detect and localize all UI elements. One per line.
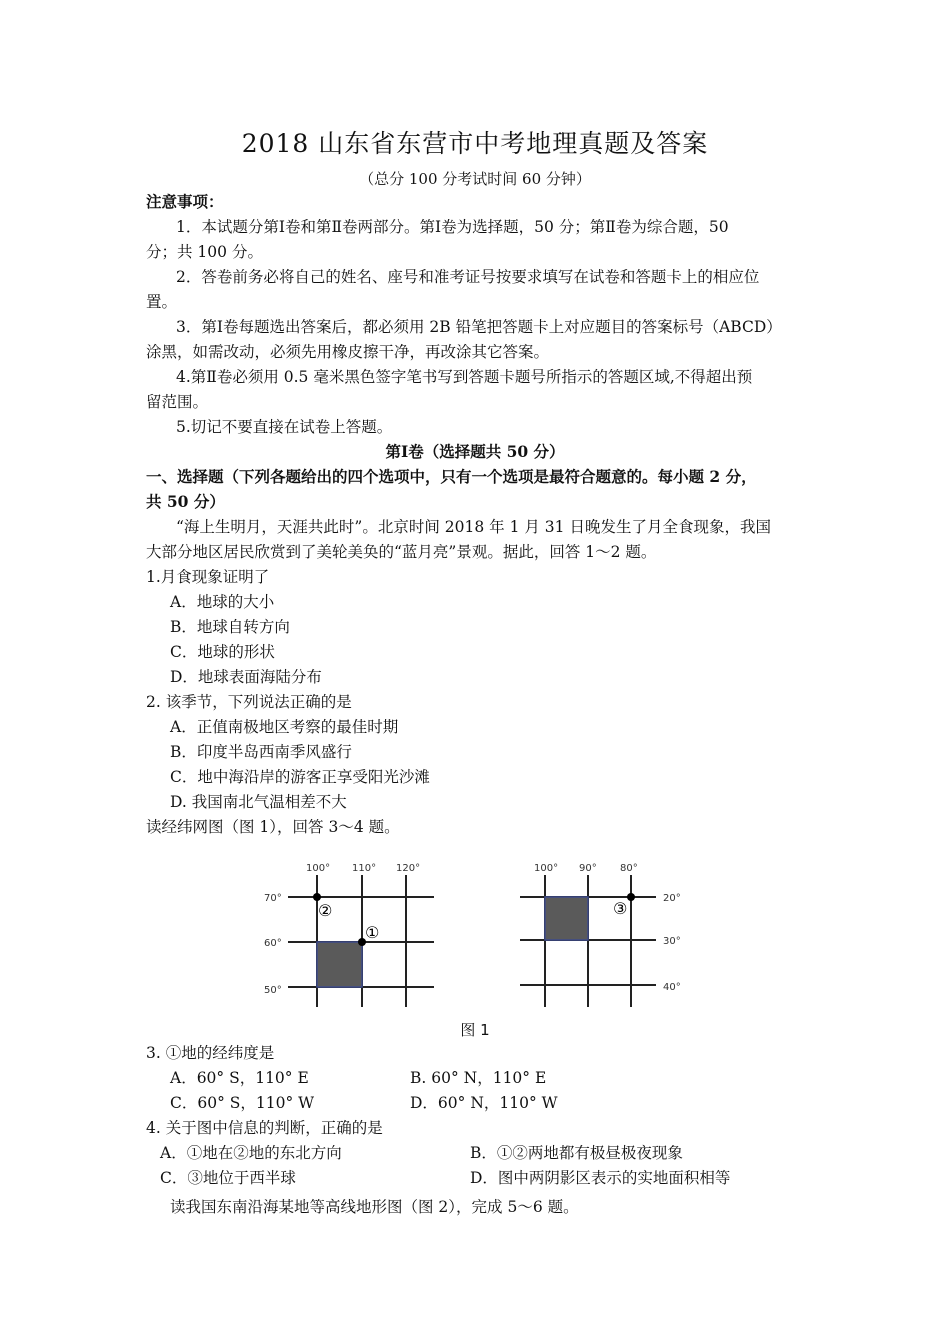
answer-option: D．图中两阴影区表示的实地面积相等 [470, 1169, 731, 1187]
question-stem: 1.月食现象证明了 [146, 568, 270, 586]
lon-label: 80° [620, 863, 638, 874]
lon-label: 100° [534, 863, 559, 874]
passage-text: “海上生明月，天涯共此时”。北京时间 2018 年 1 月 31 日晚发生了月全食现象，我国 [176, 518, 771, 536]
answer-option: C．③地位于西半球 [160, 1169, 296, 1187]
lon-label: 120° [396, 863, 421, 874]
answer-option: B. 60° N，110° E [410, 1069, 547, 1087]
page-subtitle: （总分 100 分考试时间 60 分钟） [359, 170, 591, 188]
point-2-marker [313, 893, 321, 901]
answer-option: A．地球的大小 [170, 593, 275, 611]
notice-item: 4.第Ⅱ卷必须用 0.5 毫米黑色签字笔书写到答题卡题号所指示的答题区域,不得超出预 [176, 368, 753, 386]
lon-label: 90° [579, 863, 597, 874]
answer-option: B．①②两地都有极昼极夜现象 [470, 1144, 683, 1162]
point-1-label: ① [365, 923, 380, 942]
shaded-area-left [317, 942, 362, 987]
figure-caption: 图 1 [460, 1021, 490, 1039]
lon-label: 110° [352, 863, 377, 874]
page-title: 2018 山东省东营市中考地理真题及答案 [241, 129, 709, 158]
lat-label: 50° [264, 985, 282, 996]
notice-heading: 注意事项： [146, 192, 224, 211]
answer-option: B．地球自转方向 [170, 618, 290, 636]
notice-item: 5.切记不要直接在试卷上答题。 [176, 418, 393, 436]
passage-intro: 读我国东南沿海某地等高线地形图（图 2），完成 5～6 题。 [170, 1198, 579, 1216]
graticule-right [520, 875, 656, 1007]
point-3-marker [627, 893, 635, 901]
answer-option: D．地球表面海陆分布 [170, 668, 322, 686]
question-stem: 3. ①地的经纬度是 [146, 1044, 275, 1062]
section-instruction: 一、选择题（下列各题给出的四个选项中，只有一个选项是最符合题意的。每小题 2 分， [146, 467, 757, 486]
notice-item: 2．答卷前务必将自己的姓名、座号和准考证号按要求填写在试卷和答题卡上的相应位 [176, 268, 760, 286]
answer-option: A．60° S，110° E [170, 1069, 309, 1087]
answer-option: C．60° S，110° W [170, 1094, 315, 1112]
answer-option: D. 我国南北气温相差不大 [170, 793, 347, 811]
answer-option: C．地中海沿岸的游客正享受阳光沙滩 [170, 768, 430, 786]
notice-item: 1．本试题分第Ⅰ卷和第Ⅱ卷两部分。第Ⅰ卷为选择题，50 分；第Ⅱ卷为综合题，50 [176, 218, 729, 236]
question-stem: 4. 关于图中信息的判断，正确的是 [146, 1119, 383, 1137]
answer-option: C．地球的形状 [170, 643, 275, 661]
lon-label: 100° [306, 863, 331, 874]
answer-option: A．正值南极地区考察的最佳时期 [170, 718, 399, 736]
lat-label: 40° [663, 982, 681, 993]
section-heading: 第Ⅰ卷（选择题共 50 分） [385, 442, 565, 461]
lat-label: 30° [663, 936, 681, 947]
notice-item: 留范围。 [146, 393, 209, 411]
point-3-label: ③ [613, 899, 628, 918]
answer-option: B．印度半岛西南季风盛行 [170, 743, 352, 761]
point-2-label: ② [318, 901, 333, 920]
lat-label: 70° [264, 893, 282, 904]
lat-label: 60° [264, 938, 282, 949]
graticule-figure [0, 845, 950, 1025]
question-stem: 2. 该季节，下列说法正确的是 [146, 693, 352, 711]
section-instruction: 共 50 分） [146, 492, 225, 511]
notice-item: 3．第Ⅰ卷每题选出答案后，都必须用 2B 铅笔把答题卡上对应题目的答案标号（ABCD） [176, 318, 782, 336]
notice-item: 涂黑，如需改动，必须先用橡皮擦干净，再改涂其它答案。 [146, 343, 550, 361]
answer-option: A．①地在②地的东北方向 [160, 1144, 342, 1162]
shaded-area-right [545, 897, 588, 940]
lat-label: 20° [663, 893, 681, 904]
notice-item: 分；共 100 分。 [146, 243, 263, 261]
figure-intro: 读经纬网图（图 1），回答 3～4 题。 [146, 818, 400, 836]
passage-text: 大部分地区居民欣赏到了美轮美奂的“蓝月亮”景观。据此，回答 1～2 题。 [146, 543, 657, 561]
notice-item: 置。 [146, 293, 178, 311]
answer-option: D．60° N，110° W [410, 1094, 558, 1112]
